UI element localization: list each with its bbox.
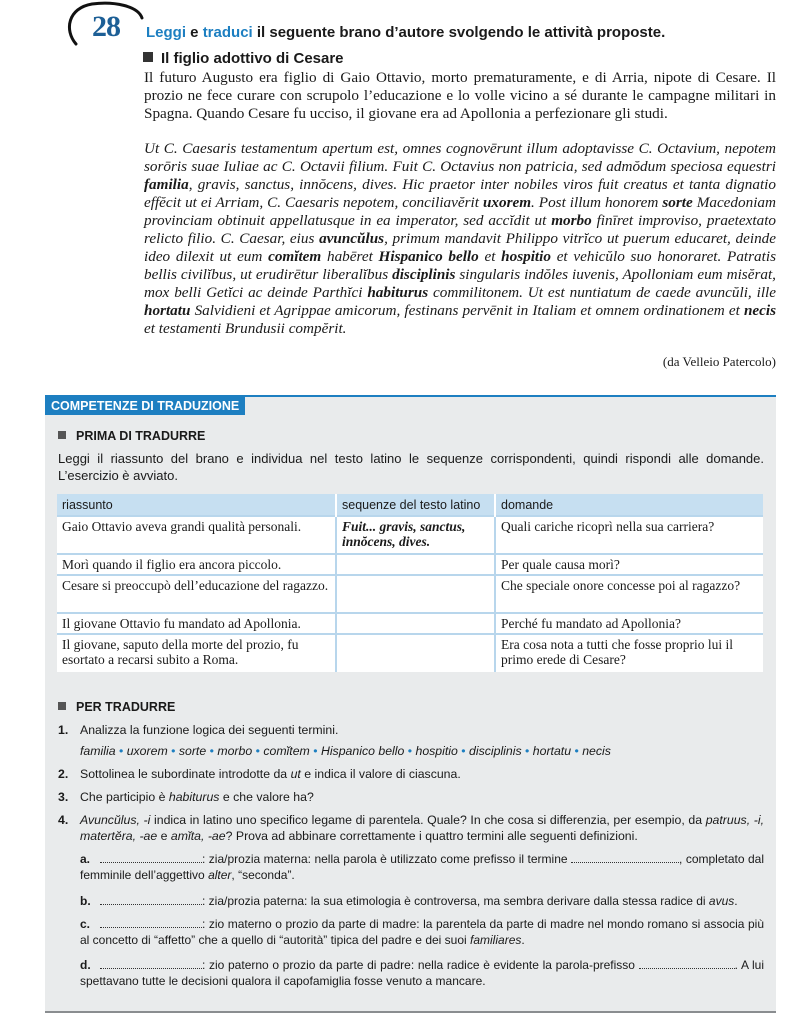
latin-passage: Ut C. Caesaris testamentum apertum est, omnes cognovērunt illum adoptavisse C. Octavium, nepotem sorōris suae Iuliae ac C. Octavii filium. Fuit C. Octavius non patricia, sed admŏdum speciosa equestri familia, gravis, sanctus, innŏcens, dives. Hic praetor inter nobiles viros fuit creatus et tanta dignatio effĕcit ut ei Arriam, C. Caesaris nepotem, conciliavĕrit uxorem. Post illum honorem sorte Macedoniam provinciam obtinuit appellatusque in ea imperator, sed accĭdit ut morbo finīret improviso, praetextato relicto filio. C. Caesar, eius avuncŭlus, primum mandavit Philippo vitrĭco ut puerum educaret, deinde ideo dilexit ut eum comĭtem habēret Hispanico bello et hospitio et vehicŭlo suo honoraret. Patratis bellis civilĭbus, ut erudirētur liberalĭbus disciplinis singularis indŏles iuvenis, Apolloniam eum misĕrat, mox belli Getĭci ac deinde Parthĭci habiturus commilitonem. Ut est nuntiatum de caede avuncŭli, ille hortatu Salvidieni et Agrippae amicorum, festinans pervēnit in Italiam et omnem ordinationem et necis et testamenti Brundusii compĕrit.	[144, 140, 777, 337]
passage-title: Il figlio adottivo di Cesare	[143, 50, 344, 67]
latin-key-term: habiturus	[367, 284, 429, 301]
prima-heading: PRIMA DI TRADURRE	[58, 429, 205, 443]
per-tradurre-heading: PER TRADURRE	[58, 700, 175, 714]
latin-key-term: comĭtem	[268, 248, 322, 265]
answer-blank-c[interactable]	[100, 916, 202, 928]
bullet-separator-icon: •	[404, 744, 416, 758]
latin-key-term: hortatu	[144, 302, 191, 319]
term-item: morbo	[217, 744, 253, 758]
latin-key-term: morbo	[551, 212, 592, 229]
latin-key-term: disciplinis	[392, 266, 456, 283]
definition-b: b. : zia/prozia paterna: la sua etimologia è controversa, ma sembra derivare dalla stessa radice di avus.	[80, 894, 738, 908]
table-row	[57, 613, 763, 634]
latin-key-term: familia	[144, 176, 189, 193]
section-tab-label: COMPETENZE DI TRADUZIONE	[45, 397, 245, 415]
cell-sequenza[interactable]	[336, 575, 495, 613]
answer-blank-a-prefix[interactable]	[571, 851, 679, 863]
bullet-separator-icon: •	[521, 744, 533, 758]
question-1: 1. Analizza la funzione logica dei seguenti termini.	[58, 723, 339, 737]
cell-domanda: Quali cariche ricoprì nella sua carriera?	[495, 516, 763, 554]
bullet-separator-icon: •	[115, 744, 127, 758]
section-divider	[45, 1011, 776, 1013]
source-attribution: (da Velleio Patercolo)	[662, 354, 776, 369]
col-header-domande: domande	[495, 494, 763, 516]
latin-key-term: sorte	[662, 194, 693, 211]
bullet-separator-icon: •	[252, 744, 264, 758]
latin-key-term: avuncŭlus	[319, 230, 385, 247]
answer-blank-d-prefix[interactable]	[639, 957, 735, 969]
col-header-sequenze: sequenze del testo latino	[336, 494, 495, 516]
col-header-riassunto: riassunto	[57, 494, 336, 516]
term-item: hospitio	[415, 744, 458, 758]
bullet-separator-icon: •	[457, 744, 470, 758]
cell-domanda: Che speciale onore concesse poi al ragazzo?	[495, 575, 763, 613]
exercise-number: 28	[92, 10, 120, 43]
term-item: disciplinis	[469, 744, 522, 758]
term-item: sorte	[178, 744, 207, 758]
question-4-number: 4.	[58, 813, 69, 827]
cell-riassunto: Il giovane, saputo della morte del prozio, fu esortato a recarsi subito a Roma.	[57, 634, 336, 672]
question-4: Avuncŭlus, -i indica in latino uno specifico legame di parentela. Quale? In che cosa si differenzia, per esempio, da patruus, -i, matertĕra, -ae e amĭta, -ae? Prova ad abbinare correttamente i quattro termini alle seguenti definizioni.	[80, 813, 764, 843]
table-row	[57, 575, 763, 613]
cell-riassunto: Gaio Ottavio aveva grandi qualità personali.	[57, 516, 336, 554]
cell-riassunto: Cesare si preoccupò dell’educazione del ragazzo.	[57, 575, 336, 613]
cell-sequenza[interactable]	[336, 634, 495, 672]
cell-riassunto: Il giovane Ottavio fu mandato ad Apollonia.	[57, 613, 336, 634]
definition-d: d. : zio paterno o prozio da parte di padre: nella radice è evidente la parola-prefisso . A lui spettavano tutte le decisioni qualora il capofamiglia fosse venuto a mancare.	[80, 958, 764, 988]
cell-sequenza[interactable]	[336, 613, 495, 634]
term-item: comĭtem	[263, 744, 310, 758]
table-header-row	[57, 494, 763, 516]
cell-sequenza[interactable]	[336, 554, 495, 575]
bullet-separator-icon: •	[571, 744, 583, 758]
table-row	[57, 516, 763, 554]
latin-key-term: Hispanico bello	[378, 248, 479, 265]
answer-blank-b[interactable]	[100, 893, 202, 905]
bullet-separator-icon: •	[309, 744, 321, 758]
square-bullet-icon	[58, 431, 66, 439]
definition-a: a. : zia/prozia materna: nella parola è utilizzato come prefisso il termine , completato dal femminile dell’aggettivo alter, “seconda”.	[80, 852, 765, 882]
square-bullet-icon	[143, 52, 153, 62]
summary-table	[57, 494, 763, 672]
question-2: 2. Sottolinea le subordinate introdotte da ut e indica il valore di ciascuna.	[58, 767, 461, 781]
term-item: necis	[582, 744, 611, 758]
question-3: 3. Che participio è habiturus e che valore ha?	[58, 790, 314, 804]
cell-domanda: Era cosa nota a tutti che fosse proprio lui il primo erede di Cesare?	[495, 634, 763, 672]
intro-paragraph: Il futuro Augusto era figlio di Gaio Ottavio, morto prematuramente, e di Arria, nipote di Cesare. Il prozio ne fece curare con scrupolo l’educazione e lo volle vicino a sé durante le campagne militari in Spagna. Quando Cesare fu ucciso, il giovane era ad Apollonia a perfezionare gli studi.	[144, 69, 776, 122]
terms-list	[80, 744, 611, 758]
table-row	[57, 554, 763, 575]
cell-riassunto: Morì quando il figlio era ancora piccolo.	[57, 554, 336, 575]
latin-key-term: necis	[743, 302, 776, 319]
cell-domanda: Perché fu mandato ad Apollonia?	[495, 613, 763, 634]
cell-domanda: Per quale causa morì?	[495, 554, 763, 575]
latin-key-term: hospitio	[501, 248, 551, 265]
cell-sequenza[interactable]: Fuit... gravis, sanctus, innŏcens, dives.	[336, 516, 495, 554]
term-item: uxorem	[126, 744, 168, 758]
term-item: hortatu	[532, 744, 572, 758]
term-item: Hispanico bello	[320, 744, 405, 758]
bullet-separator-icon: •	[167, 744, 179, 758]
prima-instructions: Leggi il riassunto del brano e individua nel testo latino le sequenze corrispondenti, quindi rispondi alle domande. L’esercizio è avviato.	[58, 451, 764, 483]
term-item: familia	[80, 744, 116, 758]
answer-blank-d[interactable]	[100, 957, 202, 969]
exercise-instruction: Leggi e traduci il seguente brano d’autore svolgendo le attività proposte.	[146, 24, 666, 41]
bullet-separator-icon: •	[206, 744, 218, 758]
table-row	[57, 634, 763, 672]
definition-c: c. : zio materno o prozio da parte di madre: la parentela da parte di madre nel mondo romano si associa più al concetto di “affetto” che a quello di “autorità” tipica del padre e dei suoi familiares.	[80, 917, 764, 947]
answer-blank-a[interactable]	[100, 851, 202, 863]
latin-key-term: uxorem	[482, 194, 532, 211]
square-bullet-icon	[58, 702, 66, 710]
